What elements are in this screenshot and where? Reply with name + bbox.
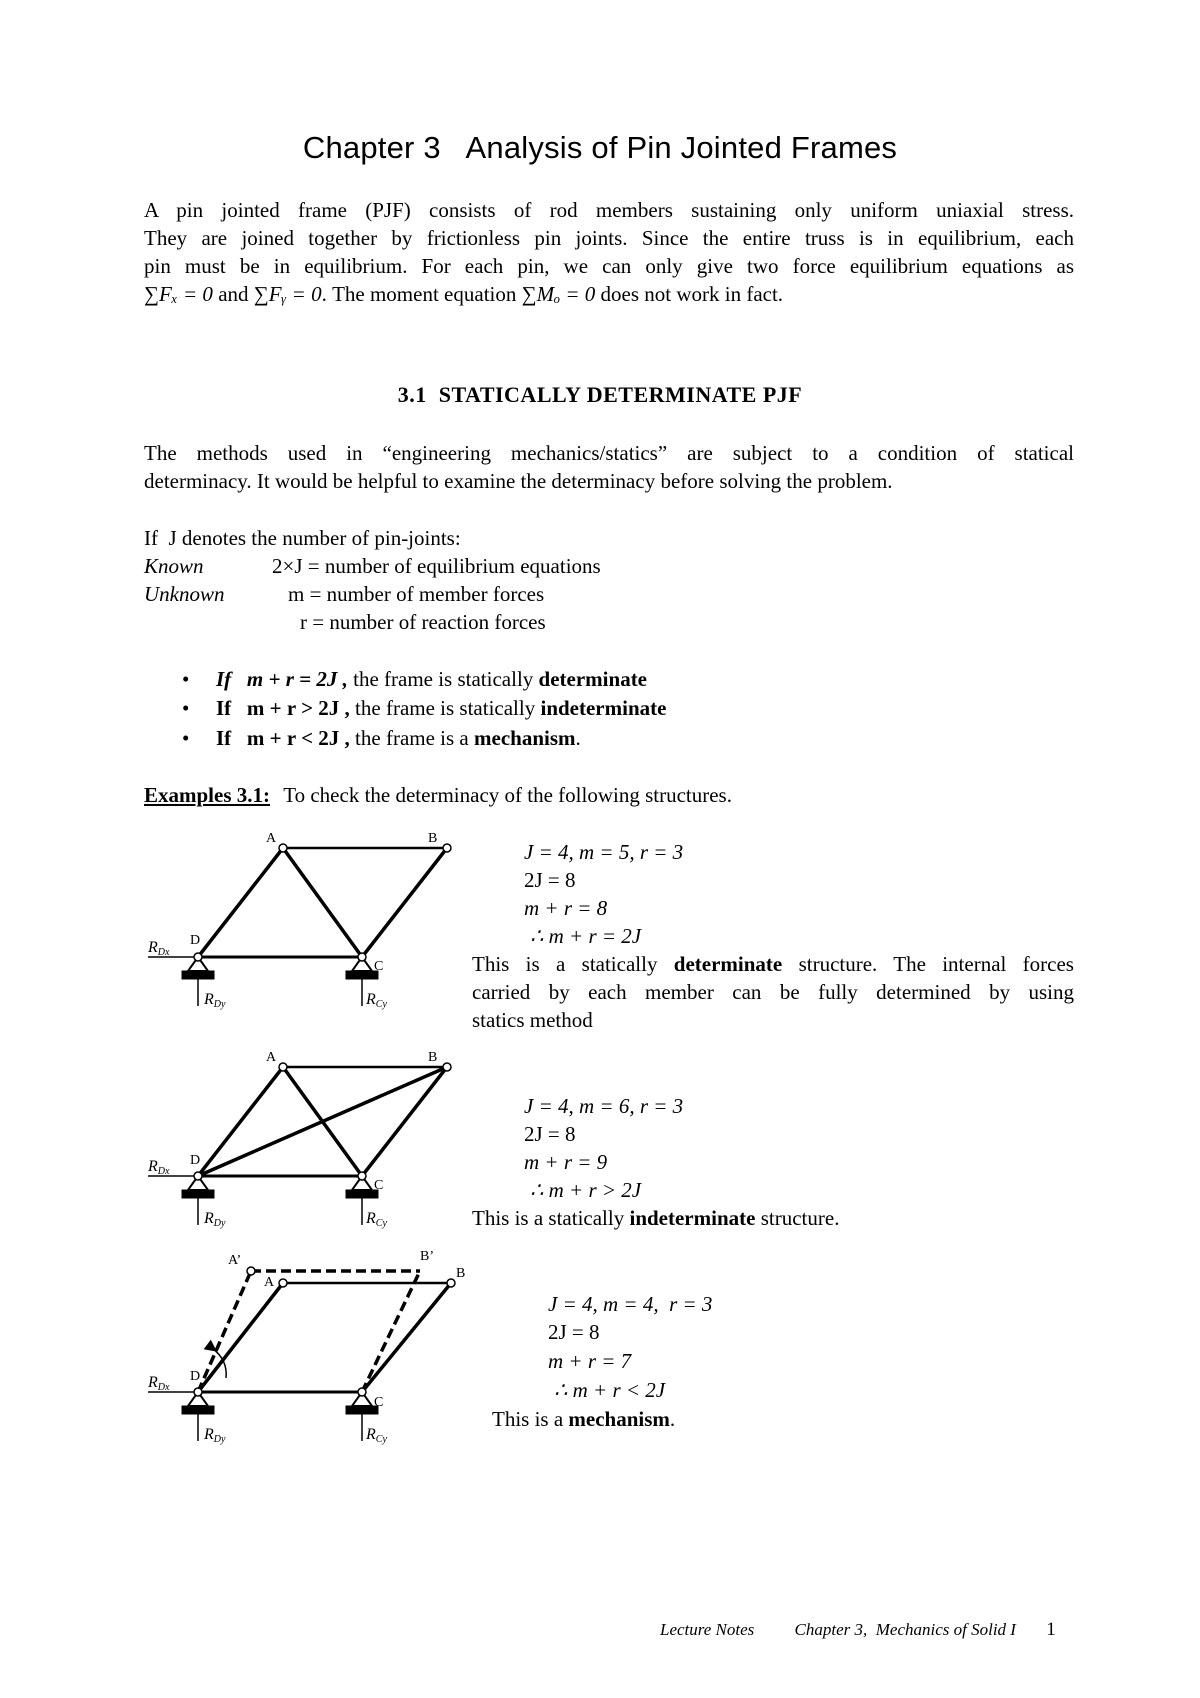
ex2-eq2: 2J = 8 [524, 1122, 576, 1146]
joint-D [194, 1172, 202, 1180]
ex3-eq3: m + r = 7 [548, 1349, 632, 1373]
label-r-cy: RCy [366, 991, 387, 1010]
joint-B [443, 844, 451, 852]
unknown-r: r = number of reaction forces [300, 610, 546, 634]
ex3-desc-pre: This is a [492, 1407, 569, 1431]
label-r-dx: RDx [148, 1158, 170, 1177]
member-DA [198, 848, 283, 957]
ex3-eq1: J = 4, m = 4, r = 3 [548, 1292, 713, 1316]
ex2-eq1: J = 4, m = 6, r = 3 [524, 1094, 684, 1118]
intro-line-2: They are joined together by frictionless pin joints. Since the entire truss is in equilibrium, each [144, 226, 1074, 250]
examples-intro: To check the determinacy of the following structures. [283, 783, 732, 807]
joint-C [358, 1172, 366, 1180]
bullet-dot: • [182, 726, 190, 750]
bullet-text: the frame is statically [347, 667, 539, 691]
joint-A [279, 1279, 287, 1287]
support-D-base [182, 971, 214, 979]
unknown-label: Unknown [144, 582, 225, 606]
page-number: 1 [1046, 1619, 1056, 1640]
joint-B [443, 1063, 451, 1071]
ex3-eq2: 2J = 8 [548, 1320, 600, 1344]
label-B: B [428, 831, 438, 846]
label-C: C [374, 1178, 384, 1193]
bullet-cond: If m + r = 2J , [216, 667, 348, 691]
label-A: A [266, 831, 277, 846]
truss-diagram-determinate [148, 844, 451, 1006]
unknown-m: m = number of member forces [288, 582, 545, 606]
ex1-eq3: m + r = 8 [524, 896, 608, 920]
joint-B [447, 1279, 455, 1287]
joint-D [194, 953, 202, 961]
ex1-desc-pre: This is a statically [472, 952, 674, 976]
bullet-cond: If m + r < 2J , [216, 726, 350, 750]
ex1-eq4: ∴ m + r = 2J [530, 924, 642, 948]
ex1-desc-l2: carried by each member can be fully determined by using [472, 980, 1074, 1004]
section-line-2: determinacy. It would be helpful to examine the determinacy before solving the problem. [144, 469, 893, 493]
joint-A [279, 844, 287, 852]
eq-sum-fy: ∑Fᵧ = 0 [253, 282, 322, 306]
label-C: C [374, 1395, 384, 1410]
label-D: D [190, 1153, 201, 1168]
ex1-desc-post: structure. The internal forces [782, 952, 1074, 976]
label-C: C [374, 959, 384, 974]
member-DA [198, 1283, 283, 1392]
label-r-dy: RDy [204, 1210, 226, 1229]
label-A: A [266, 1050, 277, 1065]
joint-C [358, 1388, 366, 1396]
page-title: Chapter 3 Analysis of Pin Jointed Frames [302, 130, 898, 165]
bullet-strong: determinate [538, 667, 648, 691]
joint-D [194, 1388, 202, 1396]
label-r-dy: RDy [204, 1426, 226, 1445]
label-r-dx: RDx [148, 939, 170, 958]
member-BC [362, 1067, 447, 1176]
truss-diagram-mechanism [148, 1267, 455, 1441]
intro-moment-text: . The moment equation [321, 282, 517, 306]
label-B-prime: B’ [420, 1249, 434, 1264]
label-r-dy: RDy [204, 991, 226, 1010]
ex1-eq2: 2J = 8 [524, 868, 576, 892]
joint-A [279, 1063, 287, 1071]
known-label: Known [144, 554, 204, 578]
known-value: 2×J = number of equilibrium equations [272, 554, 601, 578]
bullet-strong: indeterminate [540, 696, 667, 720]
member-DA [198, 1067, 283, 1176]
member-AC [283, 848, 362, 957]
ex3-eq4: ∴ m + r < 2J [554, 1378, 666, 1402]
ex1-desc-l3: statics method [472, 1008, 593, 1032]
ex3-desc-post: . [669, 1407, 676, 1431]
label-A-prime: A’ [228, 1253, 242, 1268]
eq-sum-fx: ∑Fₓ = 0 [144, 282, 213, 306]
ex2-eq4: ∴ m + r > 2J [530, 1178, 642, 1202]
section-line-1: The methods used in “engineering mechanics/statics” are subject to a condition of statical [144, 441, 1074, 465]
ex1-desc-strong: determinate [673, 952, 783, 976]
section-heading: 3.1 STATICALLY DETERMINATE PJF [397, 382, 803, 407]
member-BC [362, 1283, 451, 1392]
footer-left: Lecture Notes [660, 1620, 755, 1639]
joint-A-prime [247, 1267, 255, 1275]
page-footer [660, 1619, 1056, 1641]
label-A: A [264, 1275, 275, 1290]
bullet-strong: mechanism [474, 726, 576, 750]
joint-C [358, 953, 366, 961]
ex1-eq1: J = 4, m = 5, r = 3 [524, 840, 684, 864]
label-r-cy: RCy [366, 1426, 387, 1445]
label-D: D [190, 1369, 201, 1384]
member-BC [362, 848, 447, 957]
ex2-desc-pre: This is a statically [472, 1206, 630, 1230]
label-r-dx: RDx [148, 1374, 170, 1393]
label-B: B [428, 1050, 438, 1065]
intro-tail: does not work in fact. [600, 282, 784, 306]
intro-and: and [218, 282, 249, 306]
footer-right: Chapter 3, Mechanics of Solid I [794, 1620, 1016, 1639]
bullet-end: . [575, 726, 581, 750]
bullet-dot: • [182, 696, 190, 720]
intro-line-1: A pin jointed frame (PJF) consists of rod members sustaining only uniform uniaxial stress. [144, 198, 1074, 222]
member-DB [198, 1067, 447, 1176]
label-B: B [456, 1266, 466, 1281]
ex2-desc-strong: indeterminate [629, 1206, 756, 1230]
ex2-desc-post: structure. [755, 1206, 840, 1230]
if-j-line: If J denotes the number of pin-joints: [144, 526, 461, 550]
ex3-desc-strong: mechanism [568, 1407, 670, 1431]
ex2-eq3: m + r = 9 [524, 1150, 608, 1174]
truss-diagram-indeterminate [148, 1063, 451, 1225]
bullet-dot: • [182, 667, 190, 691]
bullet-cond: If m + r > 2J , [216, 696, 350, 720]
label-r-cy: RCy [366, 1210, 387, 1229]
examples-label: Examples 3.1: [144, 783, 270, 807]
intro-line-3: pin must be in equilibrium. For each pin, we can only give two force equilibrium equations as [144, 254, 1074, 278]
bullet-text: the frame is statically [349, 696, 541, 720]
bullet-text: the frame is a [349, 726, 474, 750]
label-D: D [190, 933, 201, 948]
eq-sum-mo: ∑Mₒ = 0 [521, 282, 596, 306]
